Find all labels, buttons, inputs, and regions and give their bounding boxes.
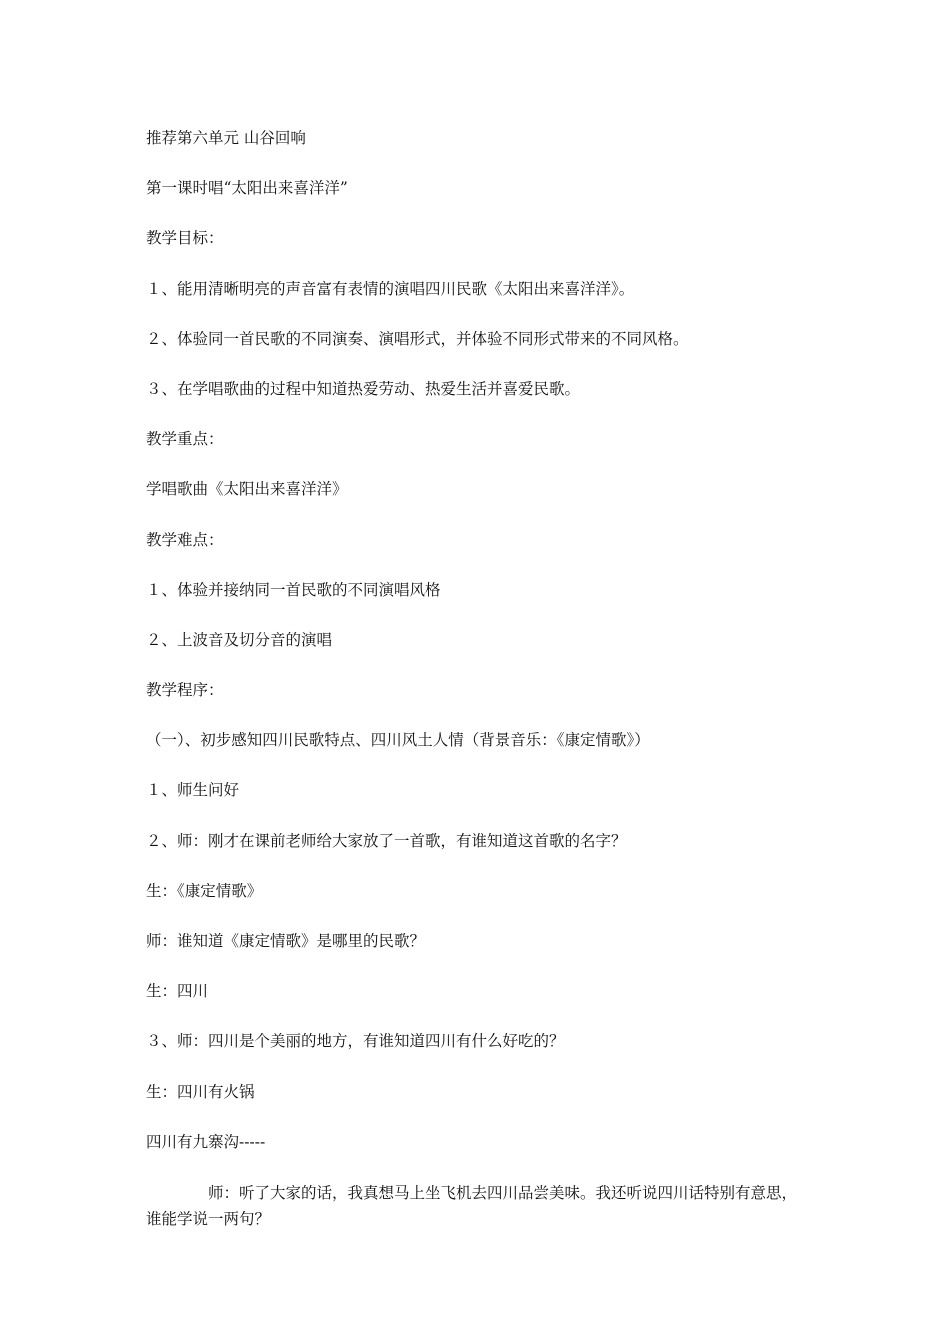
difficulty-item-2: ２、上波音及切分音的演唱 <box>146 630 333 649</box>
difficulty-item-1: １、体验并接纳同一首民歌的不同演唱风格 <box>146 580 441 599</box>
section-heading-objectives: 教学目标： <box>146 229 224 248</box>
teacher-question-1: 师：谁知道《康定情歌》是哪里的民歌？ <box>146 932 426 950</box>
unit-title: 推荐第六单元 山谷回响 <box>146 129 306 147</box>
objective-item-3: ３、在学唱歌曲的过程中知道热爱劳动、热爱生活并喜爱民歌。 <box>146 379 581 398</box>
procedure-item-1: １、师生问好 <box>146 781 240 800</box>
procedure-item-2: ２、师：刚才在课前老师给大家放了一首歌，有谁知道这首歌的名字？ <box>146 831 627 850</box>
section-heading-difficulties: 教学难点： <box>146 530 224 549</box>
lesson-title: 第一课时唱“太阳出来喜洋洋” <box>146 179 348 198</box>
teacher-paragraph: 师：听了大家的话，我真想马上坐飞机去四川品尝美味。我还听说四川话特别有意思，谁能学说一两句？ <box>146 1183 798 1228</box>
procedure-item-3: ３、师：四川是个美丽的地方，有谁知道四川有什么好吃的？ <box>146 1032 565 1051</box>
objective-item-2: ２、体验同一首民歌的不同演奏、演唱形式，并体验不同形式带来的不同风格。 <box>146 329 689 348</box>
key-point-text: 学唱歌曲《太阳出来喜洋洋》 <box>146 480 348 499</box>
section-heading-key-points: 教学重点： <box>146 430 224 449</box>
student-reply-3: 生：四川有火锅 <box>146 1082 255 1101</box>
procedure-step-1: （一）、初步感知四川民歌特点、四川风土人情（背景音乐：《康定情歌》） <box>146 731 650 750</box>
student-reply-2: 生：四川 <box>146 982 209 1001</box>
section-heading-procedure: 教学程序： <box>146 681 224 700</box>
student-reply-1: 生：《康定情歌》 <box>146 881 263 900</box>
student-reply-4: 四川有九寨沟----- <box>146 1132 266 1151</box>
document-body <box>146 126 810 1232</box>
objective-item-1: １、能用清晰明亮的声音富有表情的演唱四川民歌《太阳出来喜洋洋》。 <box>146 279 635 298</box>
